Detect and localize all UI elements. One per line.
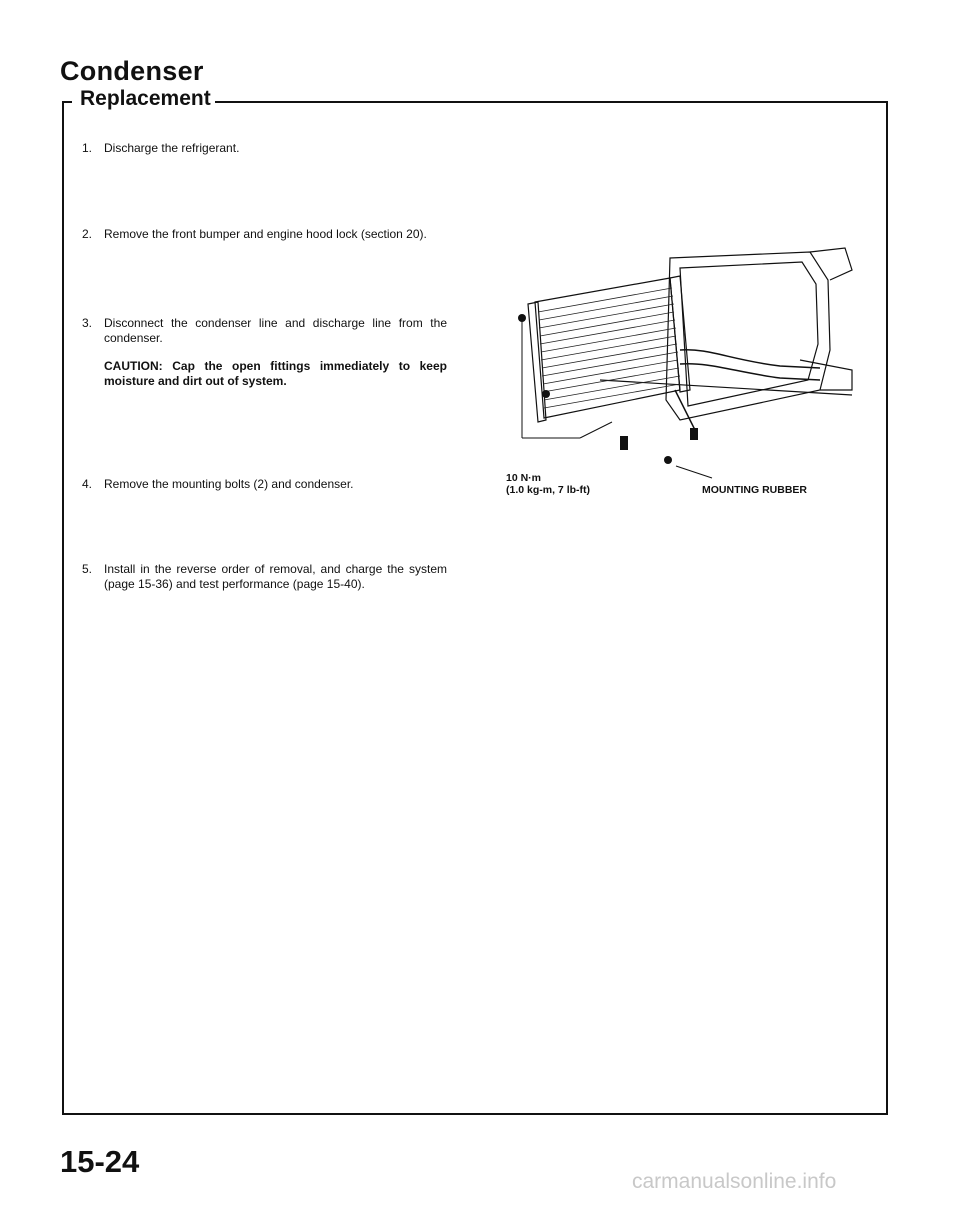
discharge-line: [680, 350, 820, 368]
step-text: Install in the reverse order of removal, and charge the system (page 15-36) and test performance (page 15-40).: [104, 562, 447, 591]
step-5: [82, 562, 447, 592]
mounting-bolt-right: [664, 456, 672, 464]
step-number: 1.: [82, 141, 93, 155]
step-number: 5.: [82, 562, 93, 576]
footer-brand: carmanualsonline.info: [632, 1170, 837, 1193]
step-number: 2.: [82, 227, 93, 241]
step-3: [82, 316, 447, 389]
radiator-support-frame: [666, 252, 830, 420]
page-number: 15-24: [60, 1144, 140, 1179]
section-rule-left: [62, 101, 72, 103]
condenser-line: [680, 364, 820, 380]
page-title: Condenser: [60, 56, 204, 86]
section-rule-right: [214, 101, 888, 103]
step-number: 4.: [82, 477, 93, 491]
step-text: Remove the front bumper and engine hood lock (section 20).: [104, 227, 427, 241]
torque-value: 10 N·m: [506, 472, 542, 484]
mounting-rubber-label: MOUNTING RUBBER: [702, 484, 807, 496]
torque-detail: (1.0 kg-m, 7 lb-ft): [506, 484, 591, 496]
step-number: 3.: [82, 316, 93, 330]
section-heading: Replacement: [78, 87, 215, 111]
step-4: [82, 477, 447, 492]
step-1: [82, 141, 447, 156]
torque-callout: [506, 472, 590, 496]
caution-note: CAUTION: Cap the open fittings immediately to keep moisture and dirt out of system.: [104, 359, 447, 388]
step-text: Discharge the refrigerant.: [104, 141, 240, 155]
step-text: Remove the mounting bolts (2) and condenser.: [104, 477, 354, 491]
condenser-diagram: [480, 240, 860, 480]
step-2: [82, 227, 447, 242]
step-text: Disconnect the condenser line and discharge line from the condenser.: [104, 316, 447, 345]
